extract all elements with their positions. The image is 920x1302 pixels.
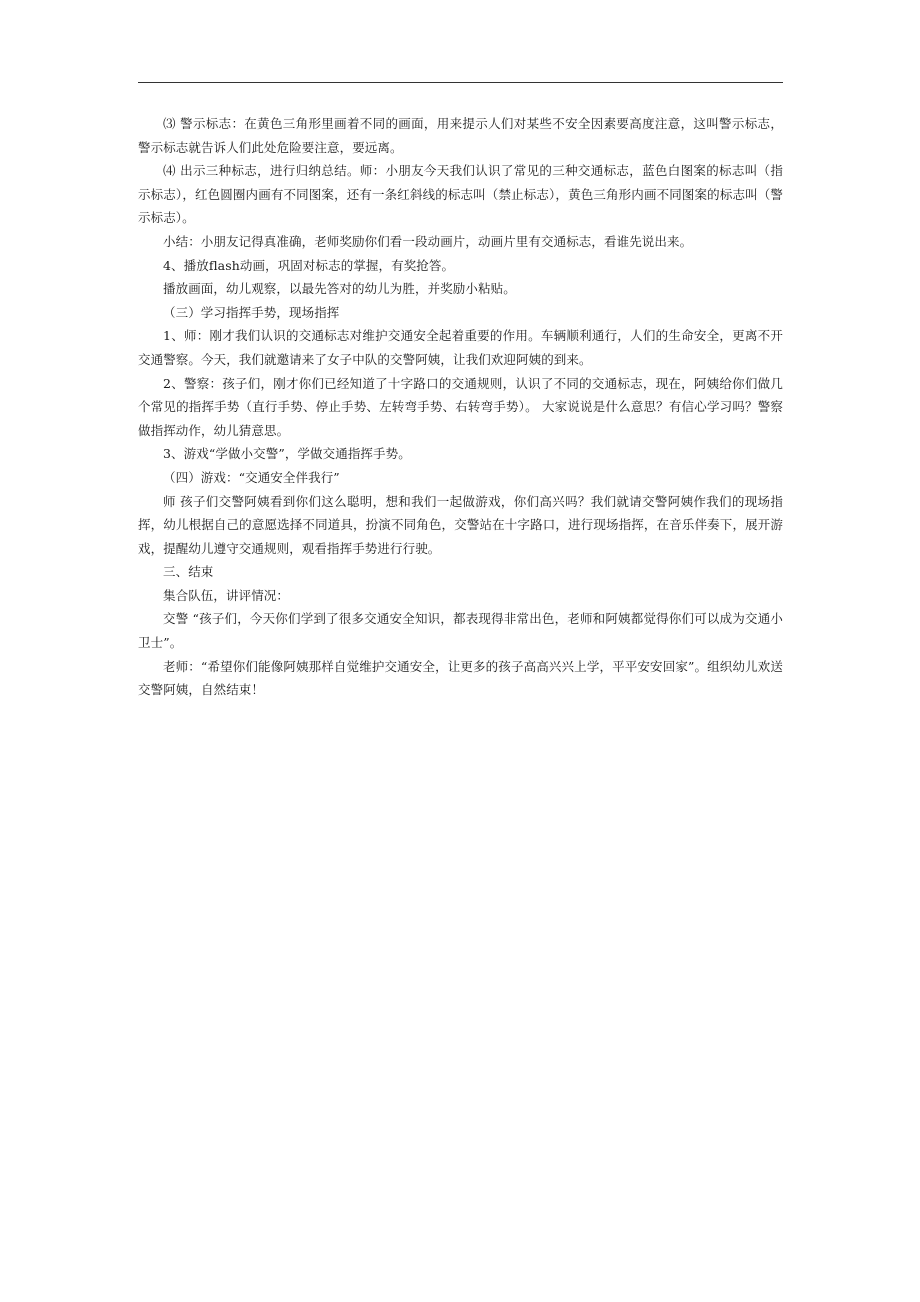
section-heading-gestures: （三）学习指挥手势，现场指挥	[163, 304, 340, 320]
paragraph-gather: 集合队伍，讲评情况：	[163, 587, 290, 603]
paragraph-flash-animation: 4、播放flash动画，巩固对标志的掌握，有奖抢答。	[163, 257, 455, 273]
document-body	[138, 112, 783, 702]
paragraph-play-screen: 播放画面，幼儿观察，以最先答对的幼儿为胜，并奖励小粘贴。	[163, 281, 516, 297]
section-heading-end: 三、结束	[163, 564, 214, 580]
paragraph-summary: 小结：小朋友记得真准确，老师奖励你们看一段动画片，动画片里有交通标志，看谁先说出来。	[163, 233, 693, 249]
paragraph-game-description: 师 孩子们交警阿姨看到你们这么聪明，想和我们一起做游戏，你们高兴吗？我们就请交警阿姨作我们的现场指挥，幼儿根据自己的意愿选择不同道具，扮演不同角色，交警站在十字路口，进行现场指挥，在音乐伴奏下，展开游戏，提醒幼儿遵守交通规则，观看指挥手势进行行驶。	[138, 493, 783, 556]
paragraph-teacher-intro: 1、师：刚才我们认识的交通标志对维护交通安全起着重要的作用。车辆顺利通行，人们的生命安全，更离不开交通警察。今天，我们就邀请来了女子中队的交警阿姨，让我们欢迎阿姨的到来。	[138, 328, 783, 367]
section-heading-game: （四）游戏：“交通安全伴我行”	[163, 469, 340, 485]
paragraph-police-closing: 交警 “孩子们，今天你们学到了很多交通安全知识，都表现得非常出色，老师和阿姨都觉得你们可以成为交通小卫士”。	[138, 611, 783, 651]
paragraph-warning-sign: ⑶ 警示标志：在黄色三角形里画着不同的画面，用来提示人们对某些不安全因素要高度注意，这叫警示标志，警示标志就告诉人们此处危险要注意，要远离。	[138, 116, 783, 155]
paragraph-police-gestures: 2、警察：孩子们，刚才你们已经知道了十字路口的交通规则，认识了不同的交通标志，现在，阿姨给你们做几个常见的指挥手势（直行手势、停止手势、左转弯手势、右转弯手势）。 大家说说是什么意思？有信心学习吗？警察做指挥动作，幼儿猜意思。	[138, 375, 783, 438]
paragraph-game-little-police: 3、游戏“学做小交警”，学做交通指挥手势。	[163, 446, 411, 462]
paragraph-three-signs-summary: ⑷ 出示三种标志，进行归纳总结。师：小朋友今天我们认识了常见的三种交通标志，蓝色白图案的标志叫（指示标志），红色圆圈内画有不同图案，还有一条红斜线的标志叫（禁止标志），黄色三角形内画不同图案的标志叫（警示标志）。	[138, 163, 783, 226]
paragraph-teacher-closing: 老师：“希望你们能像阿姨那样自觉维护交通安全，让更多的孩子高高兴兴上学，平平安安回家”。组织幼儿欢送交警阿姨，自然结束！	[138, 658, 783, 698]
header-rule	[138, 82, 783, 83]
